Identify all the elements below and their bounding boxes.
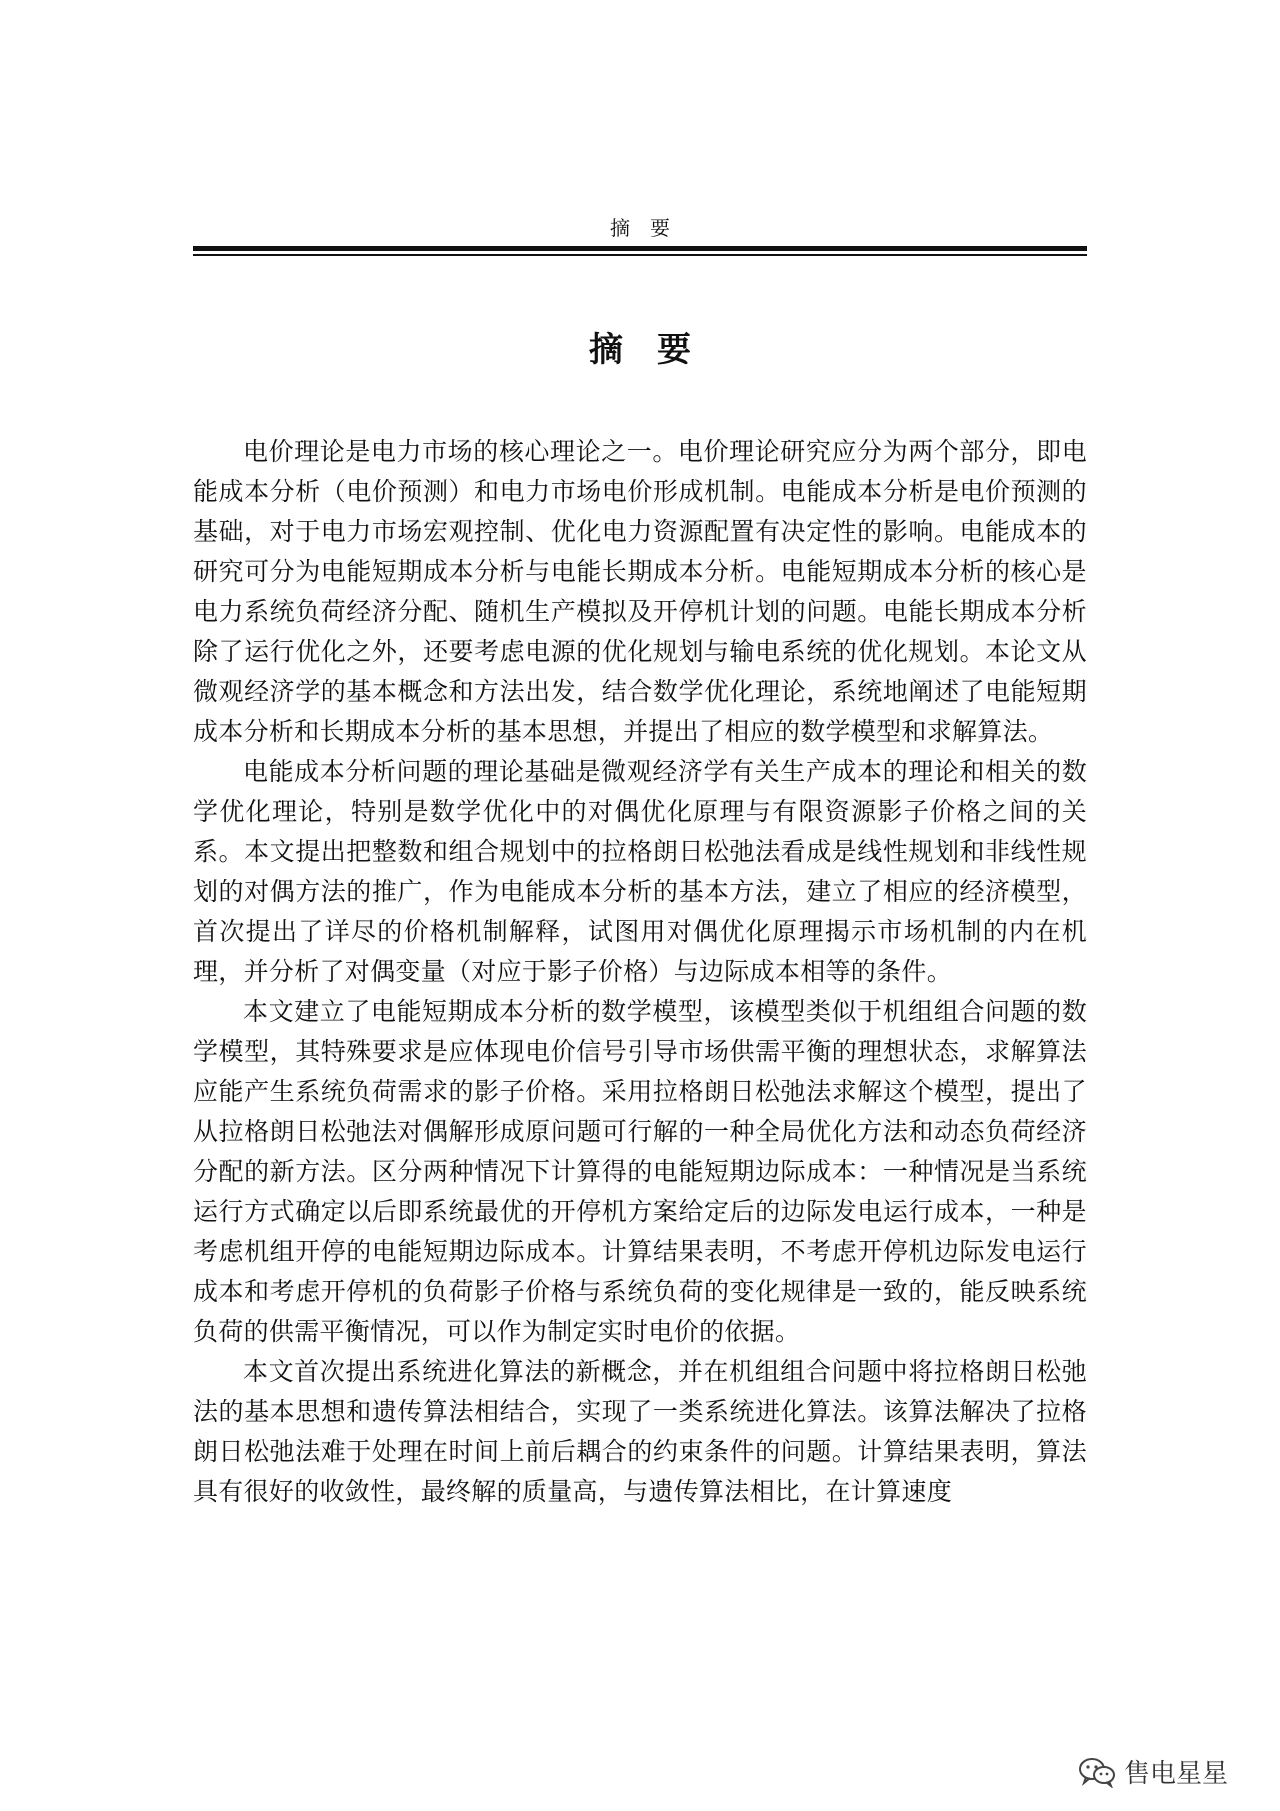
paragraph: 电能成本分析问题的理论基础是微观经济学有关生产成本的理论和相关的数学优化理论，特别是数学优化中的对偶优化原理与有限资源影子价格之间的关系。本文提出把整数和组合规划中的拉格朗日松弛法看成是线性规划和非线性规划的对偶方法的推广，作为电能成本分析的基本方法，建立了相应的经济模型，首次提出了详尽的价格机制解释，试图用对偶优化原理揭示市场机制的内在机理，并分析了对偶变量（对应于影子价格）与边际成本相等的条件。 [193,757,1087,986]
page-title: 摘要 [589,330,725,370]
header-rule-thin [193,254,1087,256]
paragraph: 本文建立了电能短期成本分析的数学模型，该模型类似于机组组合问题的数学模型，其特殊要求是应体现电价信号引导市场供需平衡的理想状态，求解算法应能产生系统负荷需求的影子价格。采用拉格朗日松弛法求解这个模型，提出了从拉格朗日松弛法对偶解形成原问题可行解的一种全局优化方法和动态负荷经济分配的新方法。区分两种情况下计算得的电能短期边际成本：一种情况是当系统运行方式确定以后即系统最优的开停机方案给定后的边际发电运行成本，一种是考虑机组开停的电能短期边际成本。计算结果表明，不考虑开停机边际发电运行成本和考虑开停机的负荷影子价格与系统负荷的变化规律是一致的，能反映系统负荷的供需平衡情况，可以作为制定实时电价的依据。 [193,997,1087,1346]
abstract-body [193,432,1087,1512]
wechat-icon [1078,1756,1116,1788]
running-header-title: 摘要 [610,216,690,240]
watermark [1078,1753,1228,1790]
paragraph: 本文首次提出系统进化算法的新概念，并在机组组合问题中将拉格朗日松弛法的基本思想和遗传算法相结合，实现了一类系统进化算法。该算法解决了拉格朗日松弛法难于处理在时间上前后耦合的约束条件的问题。计算结果表明，算法具有很好的收敛性，最终解的质量高，与遗传算法相比，在计算速度 [193,1357,1087,1506]
watermark-text: 售电星星 [1123,1759,1228,1789]
paragraph: 电价理论是电力市场的核心理论之一。电价理论研究应分为两个部分，即电能成本分析（电价预测）和电力市场电价形成机制。电能成本分析是电价预测的基础，对于电力市场宏观控制、优化电力资源配置有决定性的影响。电能成本的研究可分为电能短期成本分析与电能长期成本分析。电能短期成本分析的核心是电力系统负荷经济分配、随机生产模拟及开停机计划的问题。电能长期成本分析除了运行优化之外，还要考虑电源的优化规划与输电系统的优化规划。本论文从微观经济学的基本概念和方法出发，结合数学优化理论，系统地阐述了电能短期成本分析和长期成本分析的基本思想，并提出了相应的数学模型和求解算法。 [193,437,1087,746]
header-rule-thick [193,246,1087,251]
